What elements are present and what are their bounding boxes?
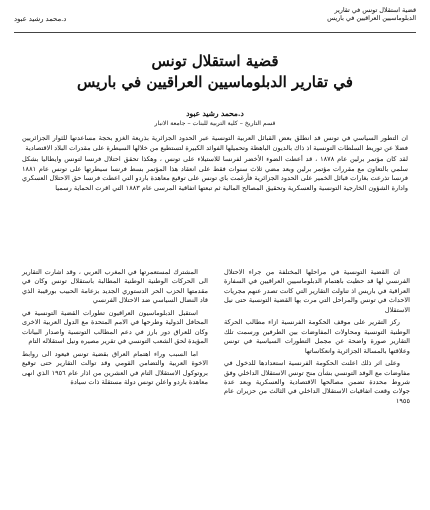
body-paragraph: استقبل الدبلوماسيون العراقيون تطورات القضية التونسية في المحافل الدولية وطرحها في الامم المتحدة مع الدول العربية الاخرى وكان للعراق دور بارز في دعم المطالب التونسية واصدار البيانات المؤيدة لحق الشعب التونسي في تقرير مصيره ونيل استقلاله التام bbox=[22, 308, 208, 346]
abstract bbox=[22, 134, 408, 195]
title-block bbox=[20, 52, 410, 92]
article-title: قضية استقلال تونس bbox=[151, 52, 279, 70]
body-paragraph: المشترك لمستعمرتها في المغرب العربي ، وقد اشارت التقارير الى الحركات الوطنية الوطنية المطالبة باستقلال تونس وكان في مقدمتها الحزب الحر الدستوري الجديد بزعامة الحبيب بورقيبة الذي قاد النضال السياسي ضد الاحتلال الفرنسي bbox=[22, 268, 208, 305]
running-header-journal bbox=[327, 6, 416, 23]
body-paragraph: اما السبب وراء اهتمام العراق بقضية تونس فيعود الى روابط الاخوة العربية والتضامن القومي وقد توالت التقارير حتى توقيع بروتوكول الاستقلال التام في العشرين من اذار عام ١٩٥٦ الذي انهى معاهدة باردو واعلن تونس دولة مستقلة ذات سيادة bbox=[22, 349, 209, 386]
running-header-author: د.محمد رشيد عبود bbox=[14, 15, 67, 23]
body-column-left bbox=[22, 268, 208, 390]
author-block bbox=[20, 109, 410, 128]
abstract-paragraph: ان التطور السياسي في تونس قد انطلق بعض القبائل العربية التونسية عبر الحدود الجزائرية بذريعة الغزو بحجة مساعدتها للثوار الجزائريين فضلا عن توريط السلطات التونسية اذ ذاك بالديون الباهظة وتحميلها الفوائد الكبيرة لتستطيع من خلالها السيطرة على مقدرات البلاد الاقتصادية bbox=[22, 134, 408, 152]
body-paragraph: ركز التقرير على موقف الحكومة الفرنسية ازاء مطالب الحركة الوطنية التونسية ومحاولات المفاوضات بين الطرفين ورسمت تلك التقارير صورة واضحة عن مجمل التطورات السياسية في تونس وعلاقتها بالمسالة الجزائرية وانعكاساتها bbox=[224, 318, 410, 355]
running-header-line-1: قضية استقلال تونس في تقارير bbox=[334, 6, 416, 14]
author-affiliation: قسم التاريخ – كلية التربية للبنات – جامعة الانبار bbox=[154, 120, 276, 127]
body-paragraph: ان القضية التونسية في مراحلها المختلفة من جراء الاحتلال الفرنسي لها قد حظيت باهتمام الدبلوماسيين العراقيين في السفارة العراقية في باريس اذ تناولت التقارير التي كانت تصدر عنهم مجريات الاحداث في تونس والمراحل التي مرت بها القضية التونسية حتى نيل الاستقلال bbox=[224, 268, 410, 314]
article-subtitle: في تقارير الدبلوماسيين العراقيين في باريس bbox=[77, 73, 353, 91]
body-paragraph: وعلى اثر ذلك اعلنت الحكومة الفرنسية استعدادها للدخول في مفاوضات مع الوفد التونسي بشأن منح تونس الاستقلال الداخلي وفق شروط محددة تضمن مصالحها الاقتصادية والعسكرية وبعد عدة جولات وقعت اتفاقيات الاستقلال الداخلي في الثالث من حزيران عام ١٩٥٥ bbox=[224, 359, 410, 405]
running-header-line-2: الدبلوماسيين العراقيين في باريس bbox=[327, 14, 416, 23]
author-name: د.محمد رشيد عبود bbox=[186, 109, 244, 118]
abstract-paragraph: لقد كان مؤتمر برلين عام ١٨٧٨ ، قد أعطت الضوء الأخضر لفرنسا للاستيلاء على تونس ، وهكذا تحقق احتلال فرنسا لتونس وايطاليا بشكل سلمي بالتعاون مع مقررات مؤتمر برلين وبعد مضي ثلاث سنوات فقط على انعقاد هذا المؤتمر بسط فرنسا سيطرتها على تونس عام ١٨٨١ فرنسا تذرعت بغارات قبائل الخمير على الحدود الجزائرية فأرغمت باي تونس على توقيع معاهدة باردو التي اعطت فرنسا حق الاحتلال العسكري وادارة الشؤون الخارجية التونسية والعسكرية وتحقيق المصالح المالية ثم تبعتها اتفاقية المرسى عام ١٨٨٣ التي اقرت الحماية رسميا bbox=[22, 155, 408, 192]
body-column-right bbox=[224, 268, 410, 409]
running-header bbox=[14, 6, 416, 33]
